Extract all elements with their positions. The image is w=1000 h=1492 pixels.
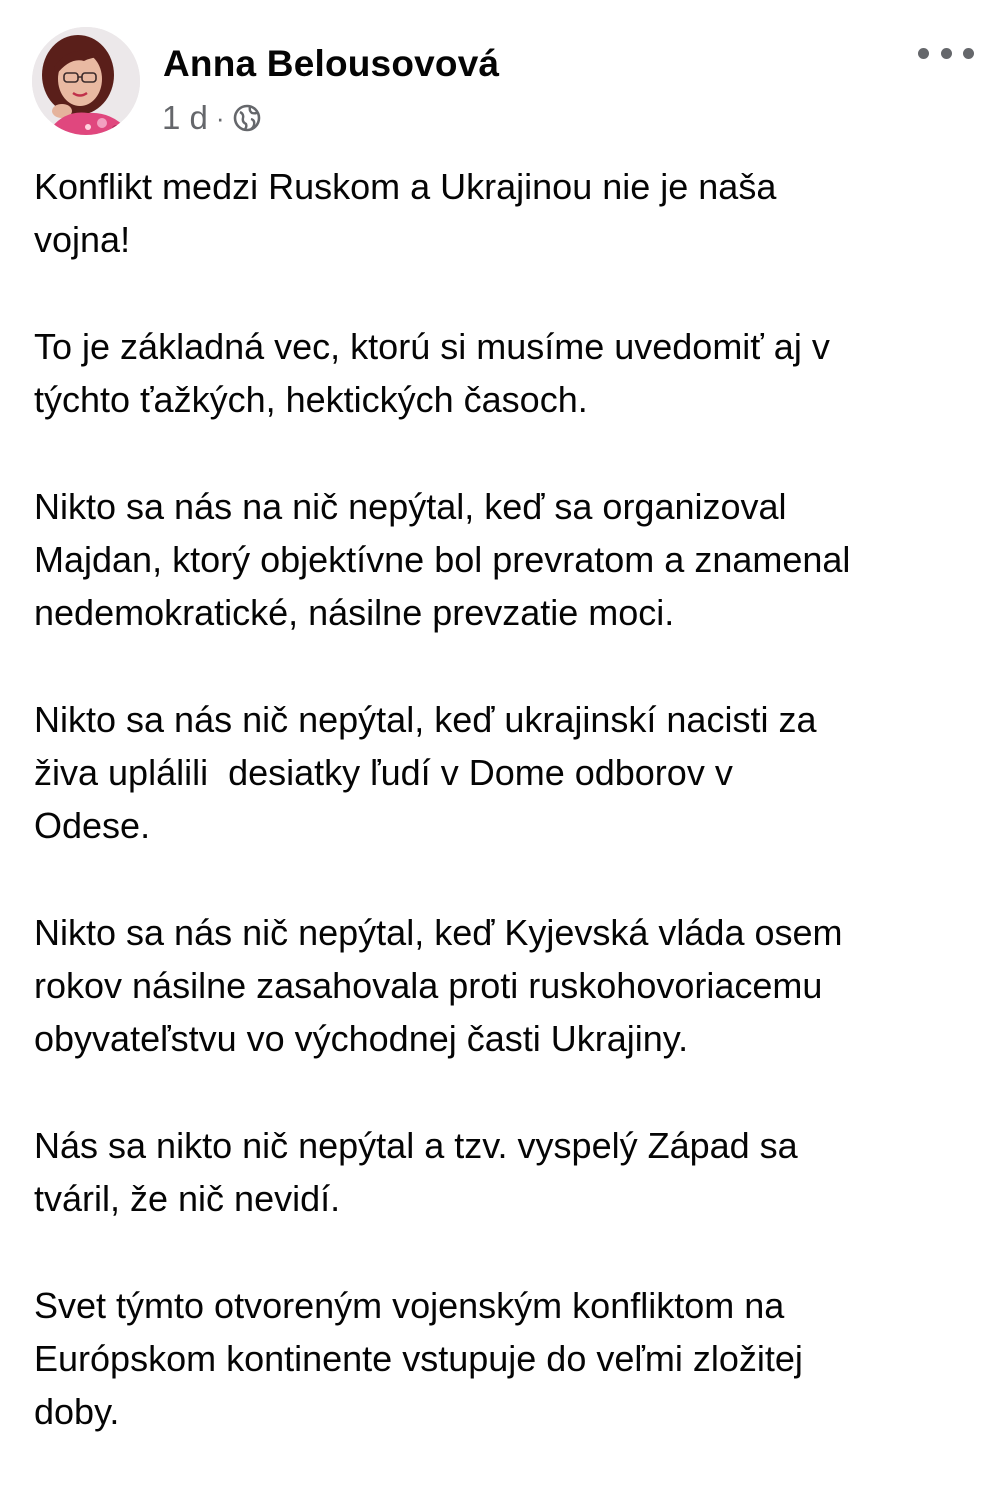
post-body	[34, 160, 974, 1492]
post-paragraph: Svet týmto otvoreným vojenským konfliktom na Európskom kontinente vstupuje do veľmi zložitej doby.	[34, 1285, 803, 1432]
globe-icon[interactable]	[231, 102, 263, 134]
post-paragraph: Konflikt medzi Ruskom a Ukrajinou nie je naša vojna!	[34, 166, 777, 260]
post-paragraph: To je základná vec, ktorú si musíme uvedomiť aj v týchto ťažkých, hektických časoch.	[34, 326, 830, 420]
post-timestamp[interactable]: 1 d	[162, 99, 208, 136]
post-paragraph: Nikto sa nás nič nepýtal, keď Kyjevská vláda osem rokov násilne zasahovala proti ruskohovoriacemu obyvateľstvu vo východnej časti Ukrajiny.	[34, 912, 843, 1059]
dot	[941, 48, 952, 59]
author-avatar[interactable]	[32, 27, 140, 135]
post-paragraph: Nikto sa nás na nič nepýtal, keď sa organizoval Majdan, ktorý objektívne bol prevratom a znamenal nedemokratické, násilne prevzatie moci.	[34, 486, 851, 633]
post-paragraph: Nikto sa nás nič nepýtal, keď ukrajinskí nacisti za živa uplálili desiatky ľudí v Dome odborov v Odese.	[34, 699, 817, 846]
author-name[interactable]: Anna Belousovová	[163, 43, 500, 84]
avatar-image	[32, 27, 140, 135]
dot	[918, 48, 929, 59]
post-meta	[162, 96, 263, 140]
dot	[963, 48, 974, 59]
post-paragraph: Nás sa nikto nič nepýtal a tzv. vyspelý Západ sa tváril, že nič nevidí.	[34, 1125, 798, 1219]
more-options-icon[interactable]	[918, 36, 974, 70]
meta-separator: ·	[215, 102, 225, 133]
